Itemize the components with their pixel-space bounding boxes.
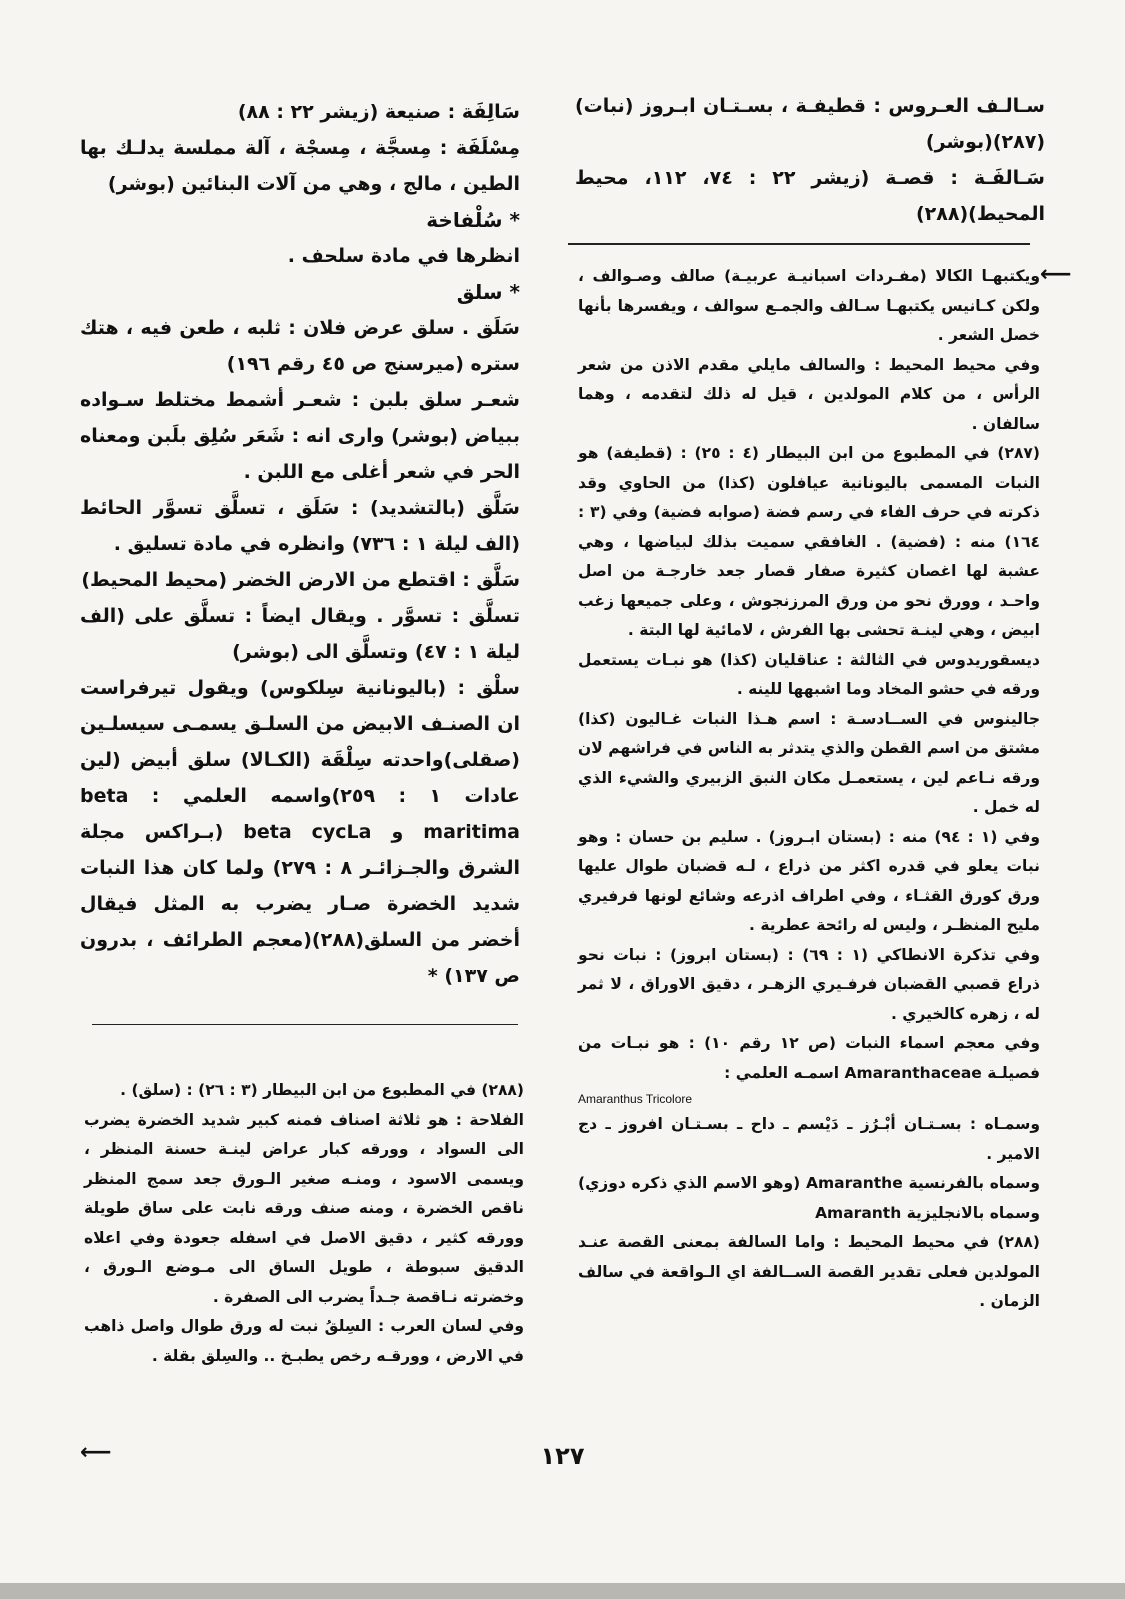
entry-sulfakha-ref: انظرها في مادة سلحف . bbox=[287, 245, 520, 267]
heading-sulfakha: * سُلْفاخة bbox=[426, 208, 520, 232]
footnote-287: (٢٨٧) في المطبوع من ابن البيطار (٤ : ٢٥) : (قطيفة) هو النبات المسمى باليونانية عيافلون (كذا) من الحاوي وقد ذكرته في حرف الفاء في رسم فضة (صوابه فضية) وفي (٣ : ١٦٤) منه : (فضية) . الغافقي سميت بذلك لبياضها ، وهي عشبة لها اغصان كثيرة صفار قصار جعد خارجـة من اصل واحـد ، وورق نحو من ورق المرزنجوش ، وعلى جميعها زغب ابيض ، وهي لينـة تحشى بها الفرش ، لامائية لها البتة . bbox=[578, 444, 1040, 639]
entry-salaqa: سَلَق . سلق عرض فلان : ثلبه ، طعن فيه ، هتك ستره (ميرسنج ص ٤٥ رقم ١٩٦) bbox=[80, 317, 520, 375]
footnote-288-left: (٢٨٨) في المطبوع من ابن البيطار (٣ : ٢٦) : (سلق) . bbox=[120, 1081, 524, 1099]
entry-sallaqa: سَلَّق (بالتشديد) : سَلَق ، تسلَّق تسوَّر الحائط (الف ليلة ١ : ٧٣٦) وانظره في مادة تسليق . bbox=[80, 497, 520, 555]
note-muhit: وفي محيط المحيط : والسالف مايلي مقدم الاذن من شعر الرأس ، من كلام المولدين ، قيل له ذلك لتقدمه ، وهما سالفان . bbox=[578, 355, 1040, 433]
entry-salifa: سَالِفَة : صنيعة (زيشر ٢٢ : ٨٨) bbox=[237, 101, 520, 123]
footnote-divider-right bbox=[568, 243, 1030, 245]
entry-tasallaqa: تسلَّق : تسوَّر . ويقال ايضاً : تسلَّق على (الف ليلة ١ : ٤٧) وتسلَّق الى (بوشر) bbox=[80, 605, 520, 663]
right-main-entries bbox=[575, 88, 1045, 232]
note-dioscorides: ديسقوريدوس في الثالثة : عناقليان (كذا) هو نبـات يستعمل ورقه في حشو المخاد وما اشبهها للينه . bbox=[578, 650, 1040, 698]
note-other-names: وسمـاه : بسـتـان أبْـرُز ـ دَيْسم ـ داح ـ بسـتـان افروز ـ دج الامير . bbox=[578, 1115, 1040, 1163]
note-latin-name: Amaranthus Tricolore bbox=[578, 1092, 693, 1106]
entry-maslafa: مِسْلَفَة : مِسجَّة ، مِسجْة ، آلة مملسة يدلـك بها الطين ، مالج ، وهي من آلات البنائين (بوشر) bbox=[80, 137, 520, 195]
note-alcala: ويكتبهـا الكالا (مفـردات اسبانيـة عربيـة) صالف وصـوالف ، ولكن كـانيس يكتبهـا سـالف والجمـع سوالف ، ويفسرها بأنها خصل الشعر . bbox=[578, 267, 1040, 344]
note-falaha: الفلاحة : هو ثلاثة اصناف فمنه كبير شديد الخضرة يضرب الى السواد ، وورقه كبار عراض لينـة حسنة المنظر ، ويسمى الاسود ، ومنـه صغير الـورق جعد سمج المنظر ناقص الخضرة ، ومنه صنف ورقه نابت على ساق طويلة وورقه كثير ، دقيق الاصل في اسفله جعودة وفي اعلاه الدقيق سبوطة ، طويل الساق الى مـوضع الـورق ، وخضرته نـاقصة جـداً يضرب الى الصفرة . bbox=[84, 1110, 524, 1306]
entry-shaar-salq: شعـر سلق بلبن : شعـر أشمط مختلط سـواده ببياض (بوشر) وارى انه : شَعَر سُلِق بلَبن ومعناه الحر في شعر أغلى مع اللبن . bbox=[80, 389, 520, 483]
footnote-divider-left bbox=[92, 1024, 518, 1025]
entry-silq: سلْق : (باليونانية سِلكوس) ويقول تيرفراست ان الصنـف الابيض من السلـق يسمـى سيسلـين (صقلى)واحدته سِلْقَة (الكـالا) سلق أبيض (لين عادات ١ : ٢٥٩)واسمه العلمي : beta maritima و beta cycLa (بـراكس مجلة الشرق والجـزائـر ٨ : ٢٧٩) ولما كان هذا النبات شديد الخضرة صـار يضرب به المثل فيقال أخضر من السلق(٢٨٨)(معجم الطرائف ، بدرون ص ١٣٧) * bbox=[80, 677, 521, 987]
note-lisan-al-arab: وفي لسان العرب : السِلقُ نبت له ورق طوال واصل ذاهب في الارض ، وورقـه رخص يطبـخ .. والسِلق بقلة . bbox=[84, 1317, 524, 1365]
note-plant-dictionary: وفي معجم اسماء النبات (ص ١٢ رقم ١٠) : هو نبـات من فصيلـة Amaranthaceae اسمـه العلمي : bbox=[578, 1034, 1040, 1082]
note-french-english: وسماه بالفرنسية Amaranthe (وهو الاسم الذي ذكره دوزي) وسماه بالانجليزية Amaranth bbox=[578, 1174, 1040, 1222]
continuation-arrow-icon-bottom: ⟵ bbox=[80, 1440, 112, 1465]
right-footnotes bbox=[578, 262, 1040, 1317]
continuation-arrow-icon: ⟵ bbox=[1040, 262, 1072, 287]
heading-salq: * سلق bbox=[456, 280, 520, 304]
entry-salafa-story: سَـالفَـة : قصـة (زيشر ٢٢ : ٧٤، ١١٢، محيط المحيط)(٢٨٨) bbox=[575, 167, 1045, 225]
note-galen: جالينوس في الســادسـة : اسم هـذا النبات غـاليون (كذا) مشتق من اسم القطن والذي يتدثر به الناس في فراشهم لان ورقه نـاعم لين ، يستعمـل مكان النبق الزبيري والشيء الذي له خمل . bbox=[578, 709, 1040, 816]
entry-salif-al-arus: سـالـف العـروس : قطيفـة ، بسـتـان ابـروز (نبات)(٢٨٧)(بوشر) bbox=[575, 95, 1045, 153]
note-antaki: وفي تذكرة الانطاكي (١ : ٦٩) : (بستان ابروز) : نبات نحو ذراع قصبي القضبان فرفـيري الزهـر ، دقيق الاوراق ، لا ثمر له ، زهره كالخيري . bbox=[578, 945, 1040, 1023]
entry-sallaqa-2: سَلَّق : اقتطع من الارض الخضر (محيط المحيط) bbox=[81, 569, 520, 591]
footnote-288-right: (٢٨٨) في محيط المحيط : واما السالفة بمعنى القصة عنـد المولدين فعلى تقدير القصة الســالفة اي الـواقعة في سالف الزمان . bbox=[578, 1233, 1040, 1310]
note-ibn-hassan: وفي (١ : ٩٤) منه : (بستان ابـروز) . سليم بن حسان : وهو نبات يعلو في قدره اكثر من ذراع ، لـه قضبان طوال عليها ورق كورق القثـاء ، وفي اطراف اذرعه وشائع لونها فرفيري مليح المنظـر ، وليس له رائحة عطرية . bbox=[578, 827, 1040, 934]
scan-edge bbox=[0, 1583, 1125, 1599]
left-footnotes bbox=[84, 1076, 524, 1371]
page-number: ١٢٧ bbox=[540, 1442, 585, 1470]
left-main-entries bbox=[80, 94, 520, 994]
